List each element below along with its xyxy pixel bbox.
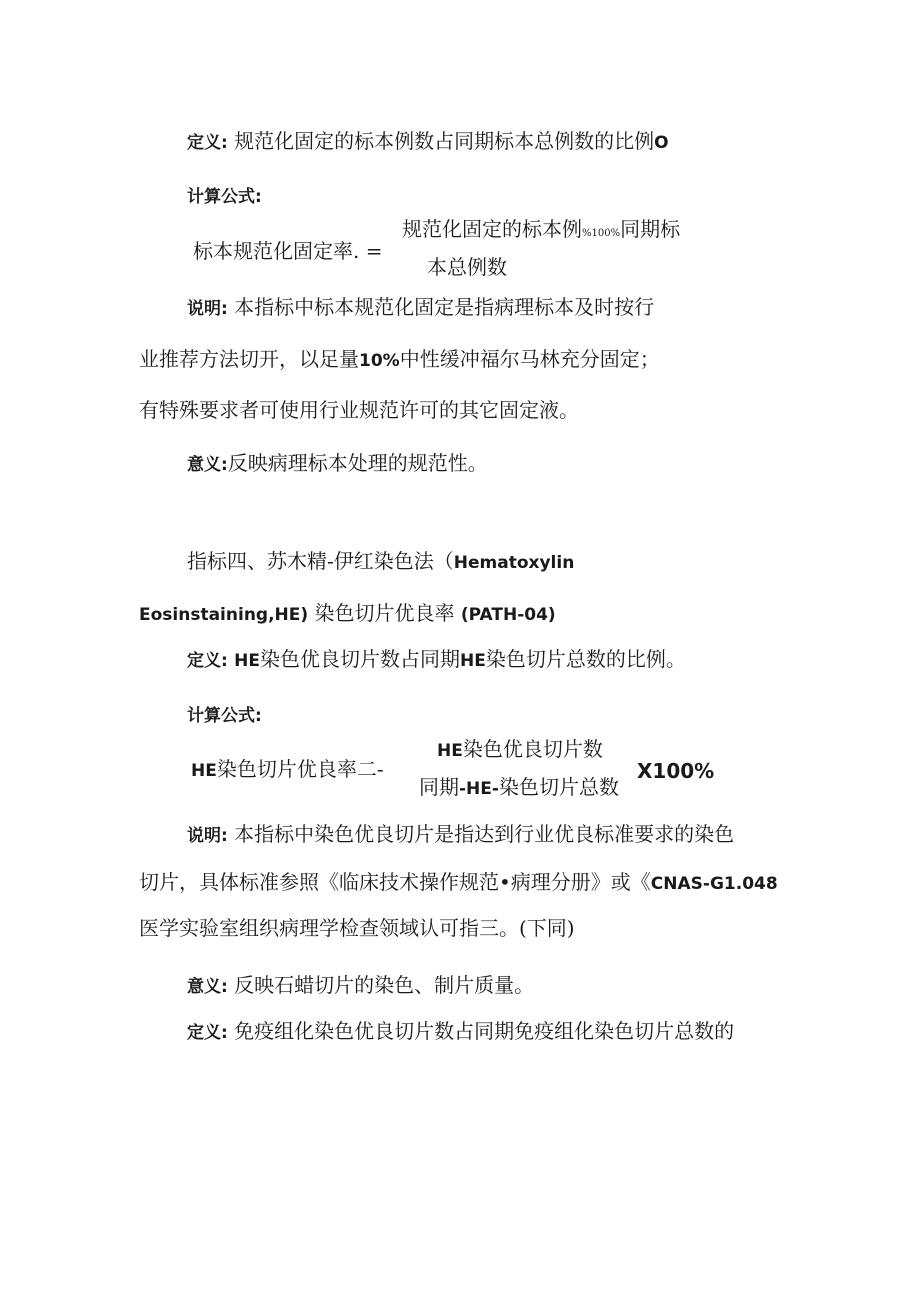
s2-note-text-1: 本指标中染色优良切片是指达到行业优良标准要求的染色 <box>234 822 735 846</box>
s2-def-t1: 染色优良切片数占同期 <box>260 647 461 671</box>
s1-note-text-1: 本指标中标本规范化固定是指病理标本及时按行 <box>234 295 655 319</box>
s2-note-line-2 <box>139 869 778 897</box>
s2-def2-label: 定义: <box>187 1023 228 1043</box>
s1-formula-lhs: 标本规范化固定率. = <box>193 239 383 263</box>
s2-definition <box>187 646 686 674</box>
s2-formula-multiplier: X100% <box>637 759 715 783</box>
s1-formula-num-text: 规范化固定的标本例 <box>402 217 582 241</box>
s2-title-2a: Eosinstaining,HE) <box>139 605 309 625</box>
s1-note-label: 说明: <box>187 299 228 319</box>
s2-def2-text: 免疫组化染色优良切片数占同期免疫组化染色切片总数的 <box>234 1019 735 1043</box>
s2-formula-den-b: 染色切片总数 <box>498 775 619 799</box>
s1-formula-numerator <box>402 216 680 247</box>
s1-note-line-3: 有特殊要求者可使用行业规范许可的其它固定液。 <box>139 398 579 422</box>
s2-meaning-label: 意义: <box>187 977 228 997</box>
s2-title-line-2 <box>139 600 556 628</box>
s2-note-label: 说明: <box>187 826 228 846</box>
s1-calc-label-text: 计算公式: <box>187 187 262 207</box>
s1-calc-label <box>187 182 262 210</box>
s2-def-he1: HE <box>234 651 261 671</box>
s2-meaning <box>187 972 534 1000</box>
s2-title-line-1 <box>187 548 574 576</box>
s2-formula-lhs-he: HE <box>191 761 217 781</box>
s1-formula-pct: % <box>582 228 592 239</box>
s2-title-1b: Hematoxylin <box>453 553 575 573</box>
s1-note-text-2c: 中性缓冲福尔马林充分固定； <box>399 347 660 371</box>
s2-note-line-3: 医学实验室组织病理学检查领域认可指三。(下同) <box>139 916 575 940</box>
s2-title-2b: 染色切片优良率 <box>314 601 455 625</box>
s2-formula-den-a: 同期 <box>419 775 459 799</box>
s2-note-text-2a: 切片，具体标准参照《临床技术操作规范•病理分册》或《 <box>139 870 651 894</box>
s2-note-line-1 <box>187 821 734 849</box>
s2-formula-numerator <box>437 736 603 764</box>
s1-def-label: 定义: <box>187 133 228 153</box>
s1-definition <box>187 128 669 156</box>
s2-def-label: 定义: <box>187 651 228 671</box>
s1-formula-num-tail: 同期标 <box>620 217 681 241</box>
s2-def-t2: 染色切片总数的比例。 <box>485 647 686 671</box>
s2-formula-num-he: HE <box>437 741 463 761</box>
s2-definition-2 <box>187 1018 734 1046</box>
s2-formula-lhs-text: 染色切片优良率二- <box>216 757 384 781</box>
s2-calc-label <box>187 701 262 729</box>
s2-title-2c: (PATH-04) <box>460 605 556 625</box>
s2-note-text-2b: CNAS-G1.048 <box>650 874 778 894</box>
s1-note-line-1 <box>187 294 654 322</box>
s2-formula-den-he: -HE- <box>459 779 499 799</box>
s1-meaning-label: 意义: <box>187 455 228 475</box>
s2-calc-label-text: 计算公式: <box>187 706 262 726</box>
s1-def-text: 规范化固定的标本例数占同期标本总例数的比例 <box>234 129 655 153</box>
s2-formula-num-text: 染色优良切片数 <box>462 737 603 761</box>
s1-meaning <box>187 450 488 478</box>
s1-def-end: O <box>654 133 669 153</box>
s1-note-text-2a: 业推荐方法切开，以足量 <box>139 347 359 371</box>
s2-formula-denominator <box>419 774 619 802</box>
s2-def-he2: HE <box>460 651 486 671</box>
s1-meaning-text: 反映病理标本处理的规范性。 <box>227 451 488 475</box>
s1-formula-hundred: 100% <box>591 228 621 239</box>
s1-note-text-2b: 10% <box>359 351 400 371</box>
s2-title-1a: 指标四、苏木精-伊红染色法（ <box>187 549 454 573</box>
s2-meaning-text: 反映石蜡切片的染色、制片质量。 <box>234 973 535 997</box>
s1-note-line-2 <box>139 346 660 374</box>
s2-formula-lhs <box>191 756 384 784</box>
s1-formula-denominator: 本总例数 <box>427 255 507 279</box>
